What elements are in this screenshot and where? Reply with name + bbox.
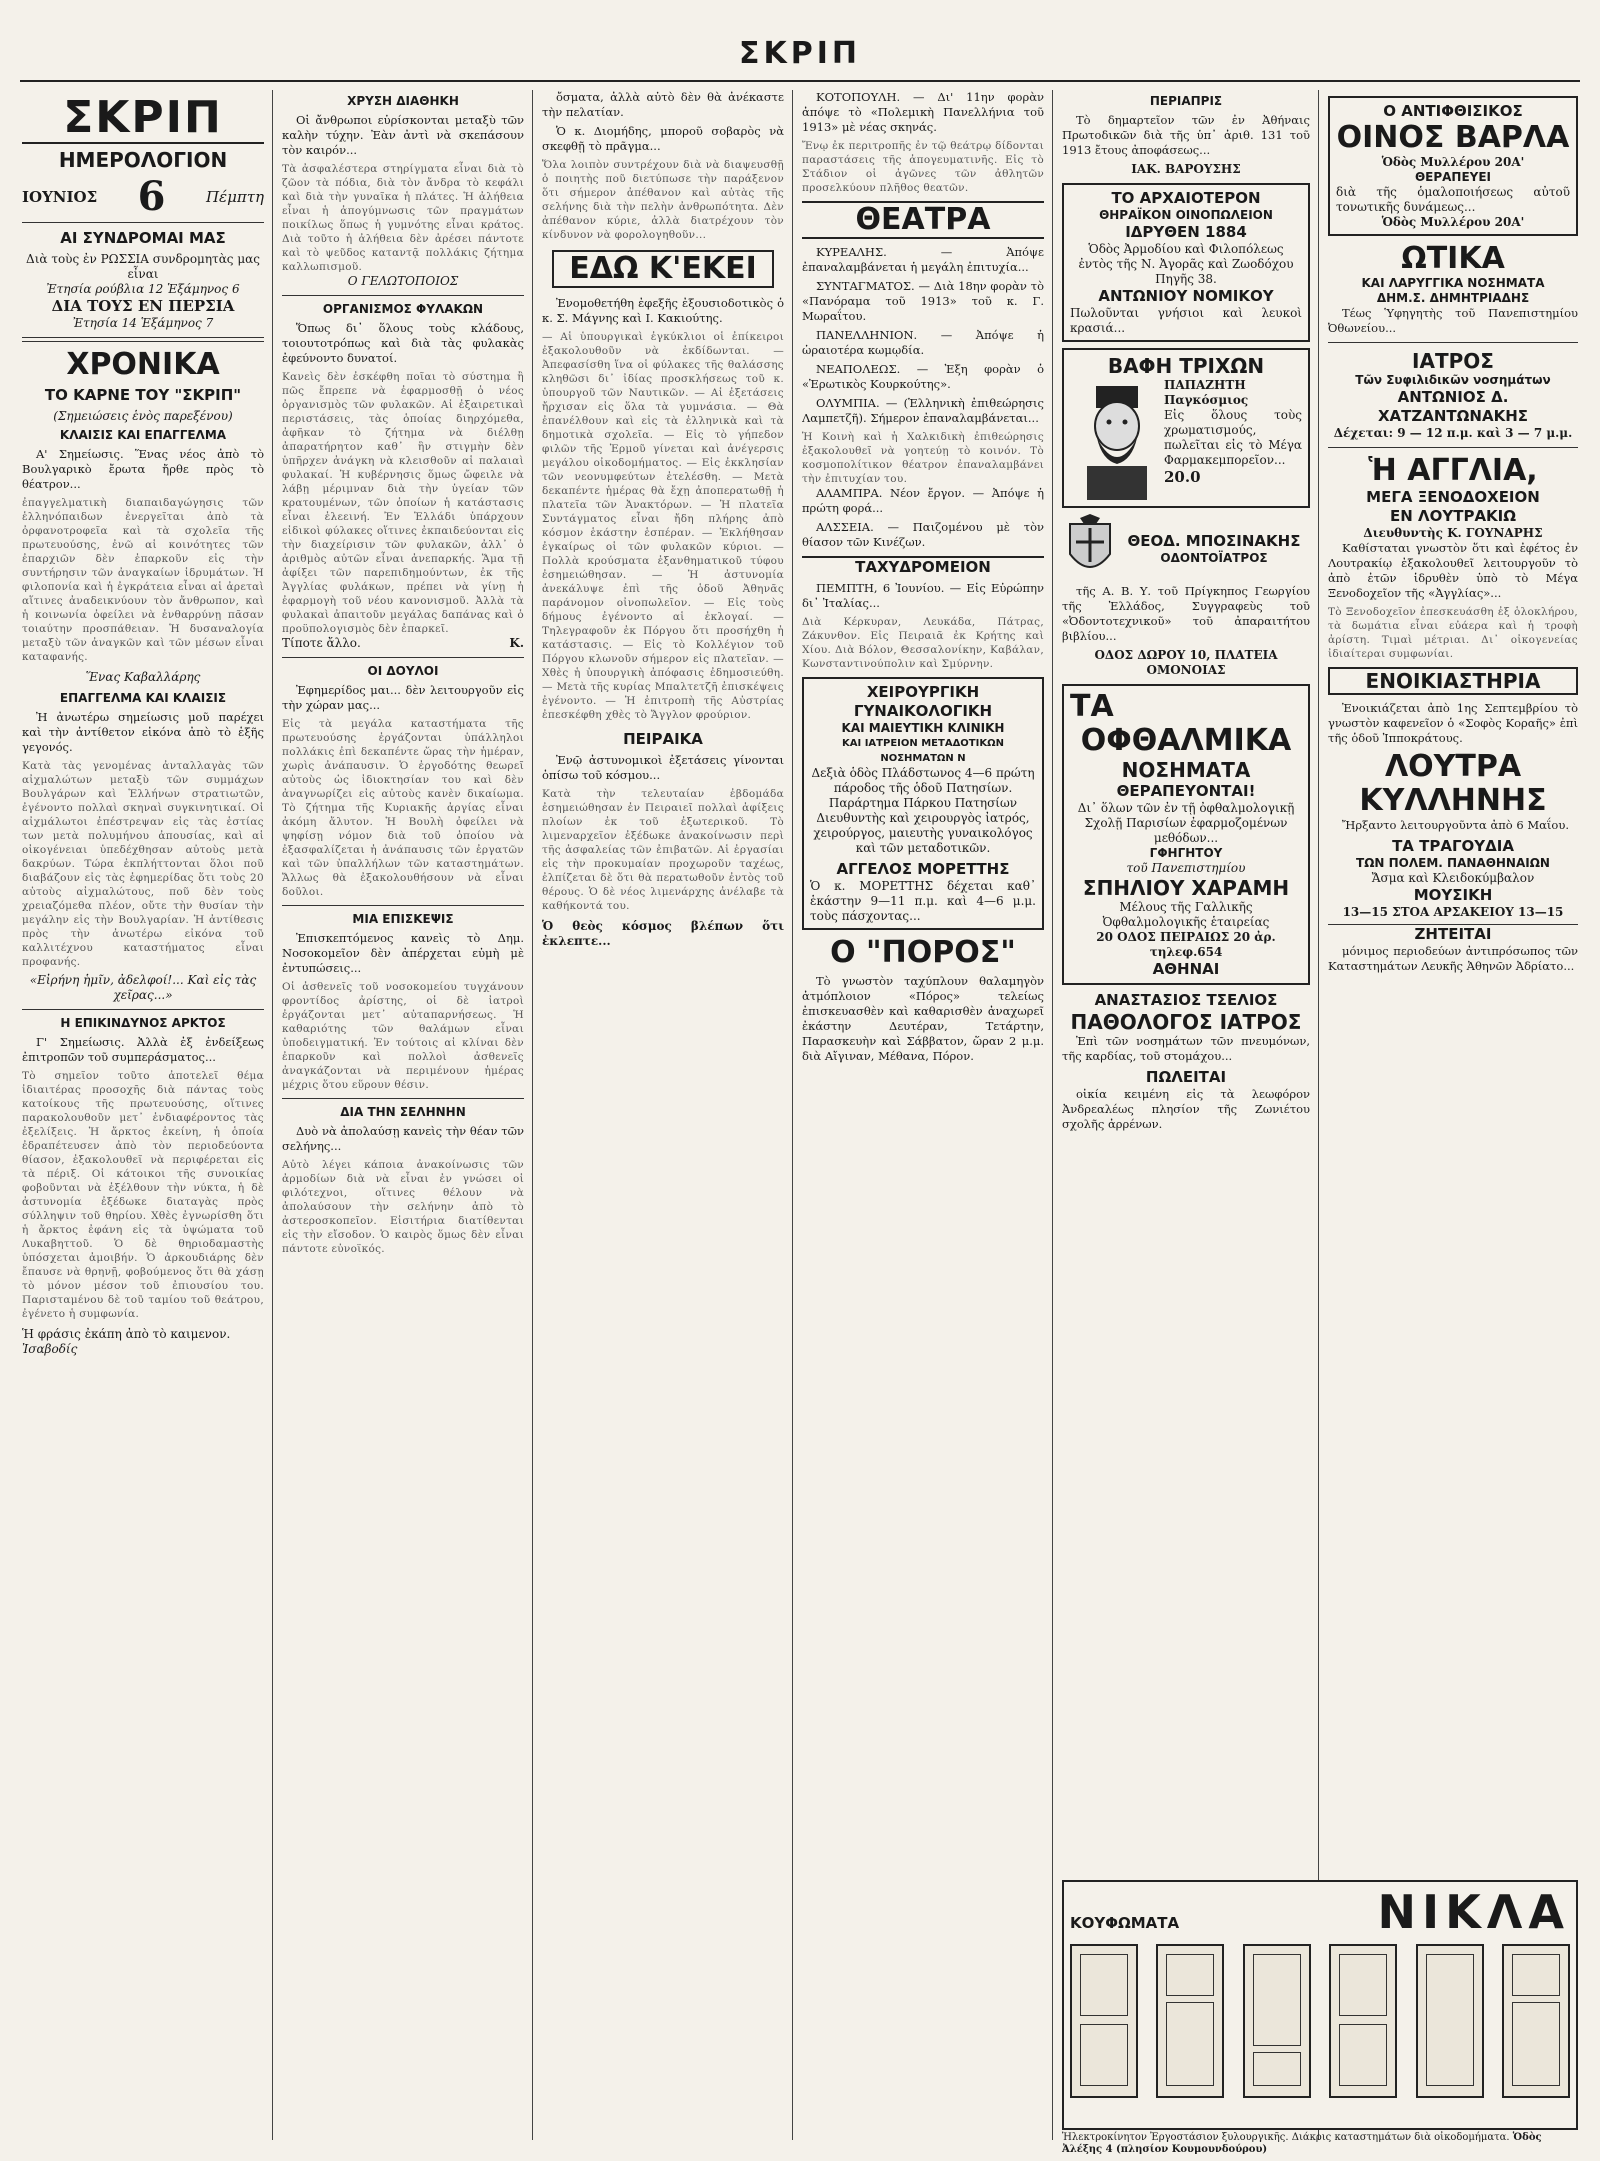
- body-text: Τὰ ἀσφαλέστερα στηρίγματα εἶναι διὰ τὸ ζῶον τὰ πόδια, διὰ τὸν ἄνδρα τὸ κεφάλι καὶ διὰ τὴν γυναῖκα ἡ πλάτες. Ἡ ἀλήθεια εἶναι ἡ ἀπογύμνωσις τῶν πραγμάτων ποικίλως ὅπως ἡ γυμνότης εἶναι κράτος. Διὰ τοῦτο ἡ ἀλήθεια δὲν ἀρέσει πάντοτε καὶ τὸ ψεῦδος καταντᾷ πολλάκις ζήτημα καλλωπισμοῦ.: [282, 163, 524, 273]
- hotel-heading: ΜΕΓΑ ΞΕΝΟΔΟΧΕΙΟΝ: [1366, 488, 1540, 506]
- wine-shop-owner: ΑΝΤΩΝΙΟΥ ΝΟΜΙΚΟΥ: [1098, 287, 1274, 305]
- peiraika-heading: ΠΕΙΡΑΙΚΑ: [623, 730, 703, 748]
- door-illustration: [1502, 1944, 1570, 2098]
- column-4: [802, 90, 1044, 2140]
- subscriptions-price-persia: Ἐτησία 14 Ἑξάμηνος 7: [72, 316, 214, 330]
- date-day: 6: [137, 173, 166, 220]
- organa-end: Τίποτε ἄλλο.: [282, 636, 361, 650]
- door-illustration: [1156, 1944, 1224, 2098]
- iatros-hours: Δέχεται: 9 — 12 π.μ. καὶ 3 — 7 μ.μ.: [1333, 426, 1573, 440]
- subscriptions-persia: ΔΙΑ ΤΟΥΣ ΕΝ ΠΕΡΣΙΑ: [51, 297, 235, 315]
- douloi-intro: Ἐφημερίδος μαι... δὲν λειτουργοῦν εἰς τὴν χώραν μας...: [282, 683, 524, 712]
- morettis-text: Ὁ κ. ΜΟΡΕΤΤΗΣ δέχεται καθ᾽ ἑκάστην 9—11 π.μ. καὶ 4—6 μ.μ. τοὺς πάσχοντας...: [810, 879, 1036, 923]
- peiraika-intro: Ἐνῷ ἀστυνομικοὶ ἐξετάσεις γίνονται ὁπίσω τοῦ κόσμου...: [542, 753, 784, 782]
- selini-intro: Δυὸ νὰ ἀπολαύσῃ κανεὶς τὴν θέαν τῶν σελήνης...: [282, 1124, 524, 1153]
- oph-name-subtitle: τοῦ Πανεπιστημίου: [1126, 861, 1246, 875]
- oph-member: Μέλους τῆς Γαλλικῆς Ὀφθαλμολογικῆς ἑταιρείας: [1102, 900, 1270, 929]
- dentist-ad: [1062, 514, 1310, 584]
- hair-dye-info: [1164, 378, 1302, 502]
- clinic-address: Δεξιὰ ὁδὸς Πλάδστωνος 4—6 πρώτη πάροδος τῆς ὁδοῦ Πατησίων. Παράρτημα Πάρκου Πατησίων: [811, 766, 1035, 810]
- divider: [282, 295, 524, 296]
- wine-shop-address: Ὁδὸς Ἀρμοδίου καὶ Φιλοπόλεως ἐντὸς τῆς Ν. Ἀγορᾶς καὶ Ζωοδόχου Πηγῆς 38.: [1078, 242, 1294, 286]
- column-5: [1062, 90, 1310, 2140]
- body-text: Τὸ Ξενοδοχεῖον ἐπεσκευάσθη ἐξ ὁλοκλήρου, τὰ δωμάτια εἶναι εὐάερα καὶ ἡ τροφὴ ἀρίστη. Τιμαὶ μέτριαι. Δι᾽ οἰκογενείας ἰδιαίτεραι συμφωνίαι.: [1328, 606, 1578, 660]
- chronika-heading: ΧΡΟΝΙΚΑ: [66, 347, 220, 382]
- loutra-heading-2: ΚΥΛΛΗΝΗΣ: [1359, 783, 1547, 818]
- mousiki-heading: ΜΟΥΣΙΚΗ: [1413, 886, 1493, 904]
- oph-name-label: ΓΦΗΓΗΤΟΥ: [1149, 846, 1223, 860]
- subscriptions-heading: ΑΙ ΣΥΝΔΡΟΜΑΙ ΜΑΣ: [60, 229, 226, 247]
- wine-tonic-address: Ὁδὸς Μυλλέρου 20Α': [1381, 155, 1525, 169]
- clinic-subtitle-2: ΚΑΙ ΙΑΤΡΕΙΟΝ ΜΕΤΑΔΟΤΙΚΩΝ ΝΟΣΗΜΑΤΩΝ Ν: [842, 738, 1004, 764]
- body-text: Διὰ Κέρκυραν, Λευκάδα, Πάτρας, Ζάκυνθον. Εἰς Πειραιᾶ ἐκ Κρήτης καὶ Χίου. Διὰ Βόλον, Θεσσαλονίκην, Καβάλαν, Κωνσταντινούπολιν καὶ Σμύρνην.: [802, 616, 1044, 670]
- organa-signature: Κ.: [509, 636, 524, 650]
- body-text: Αὐτὸ λέγει κάποια ἀνακοίνωσις τῶν ἀρμοδίων διὰ νὰ εἶναι ἐν γνώσει οἱ φιλότεχνοι, οἵτινες θέλουν νὰ ἀπολαύσουν τὴν σελήνην ἀπὸ τὸ ἀστεροσκοπεῖον. Εἰσιτήρια διατίθενται εἰς τὴν εἴσοδον. Ὁ καιρὸς ὅμως δὲν εἶναι πάντοτε εὐνοϊκός.: [282, 1159, 524, 1255]
- masthead: ΣΚΡΙΠ: [739, 36, 861, 71]
- poem-signature: Ἕνας Καβαλλάρης: [85, 670, 201, 684]
- karne-heading: ΤΟ ΚΑΡΝΕ ΤΟΥ "ΣΚΡΙΠ": [44, 386, 242, 404]
- crest-icon: [1062, 514, 1118, 584]
- column-divider: [1318, 90, 1319, 2140]
- oph-title-3: ΝΟΣΗΜΑΤΑ: [1121, 758, 1251, 782]
- paper-title: ΣΚΡΙΠ: [22, 94, 264, 144]
- dentist-text: τῆς Α. Β. Υ. τοῦ Πρίγκηπος Γεωργίου τῆς Ἑλλάδος, Συγγραφεὺς τοῦ «Ὀδοντοτεχνικοῦ» τοῦ ἀπαραιτήτου βιβλίου...: [1062, 584, 1310, 643]
- chrysi-heading: ΧΡΥΣΗ ΔΙΑΘΗΚΗ: [347, 94, 459, 108]
- organa-intro: Ὅπως δι᾽ ὅλους τοὺς κλάδους, τοιουτοτρόπως καὶ διὰ τὰς φυλακὰς ἐφεύνοντο δυνατοί.: [282, 321, 524, 365]
- oph-title-1: ΤΑ: [1070, 689, 1114, 724]
- peridris-signature: ΙΑΚ. ΒΑΡΟΥΣΗΣ: [1131, 162, 1241, 176]
- hotel-text: Καθίσταται γνωστὸν ὅτι καὶ ἐφέτος ἐν Λουτρακίῳ ἐξακολουθεῖ λειτουργοῦν τὸ ἀπὸ ἐτῶν ἱδρυθὲν ὑπὸ τὸ Μέγα Ξενοδοχεῖον τῆς «Ἀγγλίας»...: [1328, 541, 1578, 600]
- kingdom-line: «Εἰρήνη ἡμῖν, ἀδελφοί!... Καὶ εἰς τὰς χεῖρας...»: [29, 973, 257, 1002]
- chrysi-signature: Ο ΓΕΛΩΤΟΠΟΙΟΣ: [347, 274, 459, 288]
- poros-text: Τὸ γνωστὸν ταχύπλουν θαλαμηγὸν ἀτμόπλοιον «Πόρος» τελείως ἐπισκευασθὲν καὶ καθαρισθὲν ἀναχωρεῖ ἐκάστην Δευτέραν, Τετάρτην, Παρασκευὴν καὶ Σάββατον, ὥραν 2 μ.μ. διὰ Αἴγιναν, Μέθανα, Πόρον.: [802, 974, 1044, 1063]
- column-3: [542, 90, 784, 2140]
- theatra-heading: ΘΕΑΤΡΑ: [802, 201, 1044, 239]
- divider: [282, 1098, 524, 1099]
- wine-tonic-title-1: Ο ΑΝΤΙΦΘΙΣΙΚΟΣ: [1383, 102, 1523, 120]
- zitoun-heading: ΖΗΤΕΙΤΑΙ: [1328, 924, 1578, 944]
- peridris-text: Τὸ δημαρτεῖον τῶν ἐν Ἀθήναις Πρωτοδικῶν διὰ τῆς ὑπ᾽ ἀριθ. 131 τοῦ 1913 ἔτους ἀποφάσεως...: [1062, 113, 1310, 157]
- door-illustration: [1329, 1944, 1397, 2098]
- otika-text: Τέως Ὑφηγητὴς τοῦ Πανεπιστημίου Ὀθωνείου...: [1328, 306, 1578, 335]
- otika-heading: ΩΤΙΚΑ: [1401, 241, 1505, 276]
- ophthalmology-ad: [1062, 684, 1310, 985]
- clinic-director: Διευθυντὴς καὶ χειρουργὸς ἰατρός, χειρούργος, μαιευτὴς γυναικολόγος καὶ τῶν μεταδοτικῶν.: [813, 811, 1033, 855]
- column-1: [22, 90, 264, 2140]
- column-divider: [1052, 90, 1053, 2140]
- date-row: [22, 173, 264, 223]
- subscriptions-text: Διὰ τοὺς ἐν ΡΩΣΣΙΑ συνδρομητὰς μας εἶναι: [26, 252, 260, 281]
- theater-kyrealis: ΚΥΡΕΑΛΗΣ. — Ἀπόψε ἐπαναλαμβάνεται ἡ μεγάλη ἐπιτυχία...: [802, 245, 1044, 274]
- column-2: [282, 90, 524, 2140]
- nikla-header: [1070, 1885, 1570, 1939]
- door-illustration: [1416, 1944, 1484, 2098]
- edo-intro: Ἐνομοθετήθη ἐφεξῆς ἐξουσιοδοτικὸς ὁ κ. Σ. Μάγνης καὶ Ι. Κακιούτης.: [542, 296, 784, 325]
- body-text: Ὅλα λοιπὸν συντρέχουν διὰ νὰ διαψευσθῇ ὁ ποιητὴς ποῦ διετύπωσε τὴν παράξενον ὅτι σήμερον ἀπέθανον καὶ αὐτὰς τῆς σελήνης διὰ τὴν πελὴν ἀνθρωπότητα. Δὲν ἀπέθανον κύριε, ἀλλὰ διατρέχουν τὸν κίνδυνον νὰ φορολογηθοῦν...: [542, 159, 784, 241]
- poleitai-text: οἰκία κειμένη εἰς τὰ λεωφόρον Ἀνδρεαλέως πλησίον τῆς Ζωνιέτου σχολῆς ἀρρένων.: [1062, 1087, 1310, 1131]
- nikla-text: Ἡλεκτροκίνητον Ἐργοστάσιον ξυλουργικῆς. Διάκρις καταστημάτων διὰ οἰκοδομήματα.: [1062, 2132, 1510, 2143]
- oph-address: 20 ΟΔΟΣ ΠΕΙΡΑΙΩΣ 20 ἀρ. τηλεφ.654: [1096, 930, 1276, 959]
- iatros-name: ΑΝΤΩΝΙΟΣ Δ. ΧΑΤΖΑΝΤΩΝΑΚΗΣ: [1377, 388, 1528, 425]
- top-signature: Ὁ κ. Διομήδης, μποροῦ σοβαρὸς νὰ σκεφθῇ τὸ πρᾶγμα...: [542, 124, 784, 153]
- wine-shop-text: Πωλοῦνται γνήσιοι καὶ λευκοὶ κρασιά...: [1070, 306, 1302, 335]
- wine-shop-title: ΤΟ ΑΡΧΑΙΟΤΕΡΟΝ: [1111, 189, 1261, 207]
- mousiki-address: 13—15 ΣΤΟΑ ΑΡΣΑΚΕΙΟΥ 13—15: [1342, 905, 1564, 919]
- nikla-footer: [1062, 2132, 1578, 2156]
- body-text: Κατὰ τὴν τελευταίαν ἐβδομάδα ἐσημειώθησαν ἐν Πειραιεῖ πολλαὶ ἀφίξεις πλοίων ἐκ τοῦ ἐξωτερικοῦ. Τὸ λιμεναρχεῖον ἐξέδωκε ἀνακοίνωσιν περὶ τῆς ἀσφαλείας τῶν ἐπιβατῶν. Αἱ ἐργασίαι εἰς τὴν προκυμαίαν προχωροῦν ταχέως, ἐλπίζεται δὲ ὅτι θὰ περατωθοῦν ἐντὸς τοῦ θέρους. Ὁ δὲ νέος λιμενάρχης ἀνέλαβε τὰ καθήκοντά του.: [542, 788, 784, 912]
- wine-tonic-title-2: ΟΙΝΟΣ ΒΑΡΛΑ: [1336, 120, 1570, 155]
- nikla-left: ΚΟΥΦΩΜΑΤΑ: [1070, 1914, 1180, 1932]
- nikla-brand: ΝΙΚΛΑ: [1377, 1885, 1570, 1939]
- divider: [282, 657, 524, 658]
- bear-intro: Γ' Σημείωσις. Ἀλλὰ ἐξ ἐνδείξεως ἐπιτροπῶν τοῦ συμπεράσματος...: [22, 1035, 264, 1064]
- hair-dye-ad: [1062, 348, 1310, 508]
- body-text: Ἔνῳ ἐκ περιτροπῆς ἐν τῷ θεάτρῳ δίδονται παραστάσεις τῆς ἀπογευματινῆς. Εἰς τὸ Στάδιον οἱ ἀγῶνες τῶν ἀθλητῶν προσελκύουν πλῆθος θεατῶν.: [802, 140, 1044, 194]
- tselios-title: ΠΑΘΟΛΟΓΟΣ ΙΑΤΡΟΣ: [1070, 1010, 1302, 1034]
- oph-title-2: ΟΦΘΑΛΜΙΚΑ: [1080, 723, 1292, 758]
- body-text: ἐπαγγελματικὴ διαπαιδαγώγησις τῶν ἑλληνόπαιδων ἐνεργεῖται ἀπὸ τὰ ὀρφανοτροφεῖα καὶ τὰ σχολεῖα τῆς πρωτευούσης, ἐνῶ αἱ κοινότητες τῶν ἐπαρχιῶν δὲν ἐπαρκοῦν εἰς τὴν συντήρησιν τῶν ἀναγκαίων ἱδρυμάτων. Ἡ φιλοπονία καὶ ἡ ἐγκράτεια εἶναι αἱ ἀρεταὶ αἵτινες ἀναδεικνύουν τὸν ἄνθρωπον, καὶ ἡ κοινωνία ὀφείλει νὰ ἐνθαρρύνῃ πᾶσαν τοιαύτην προσπάθειαν. Ἡ δυσαναλογία μεταξὺ τῶν ἀναγκῶν καὶ τῶν μέσων εἶναι καταφανής.: [22, 497, 264, 663]
- final-line: Ἡ φράσις ἐκάπη ἀπὸ τὸ καιμενον.: [22, 1327, 231, 1341]
- episkepsis-intro: Ἐπισκεπτόμενος κανεὶς τὸ Δημ. Νοσοκομεῖον δὲν ἀπέρχεται εὐμὴ μὲ ἐντυπώσεις...: [282, 931, 524, 975]
- divider: [22, 337, 264, 342]
- organa-footer: [282, 636, 524, 651]
- morettis-name: ΑΓΓΕΛΟΣ ΜΟΡΕΤΤΗΣ: [836, 860, 1010, 878]
- dentist-address: ΟΔΟΣ ΔΩΡΟΥ 10, ΠΛΑΤΕΙΑ ΟΜΟΝΟΙΑΣ: [1094, 648, 1278, 677]
- body-text: Κατὰ τὰς γενομένας ἀνταλλαγὰς τῶν αἰχμαλώτων μεταξὺ τῶν συμμάχων Βουλγάρων καὶ Ἑλλήνων στρατιωτῶν, ἐγένοντο πολλαὶ σκηναὶ συγκινητικαί. Οἱ αἰχμάλωτοι ἐπέστρεψαν εἰς τὰς ἑστίας των μετὰ πολυμήνου ἀπουσίας, καὶ αἱ οἰκογένειαι ὑπεδέχθησαν αὐτοὺς μετὰ δακρύων. Τώρα ἐκπλήττονται ὅλοι ποῦ διαβάζουν εἰς τὰς ἐφημερίδας ὅτι τοὺς 20 αὐτοὺς αἰχμαλώτους, ποῦ δὲν τοὺς χρειαζόμεθα πλέον, οὔτε τὴν θυσίαν τὴν μεγάλην εἰς τὴν Βουλγαρίαν. Ἡ ἀντίθεσις πρὸς τὴν ἀνωτέρω εἰκόνα τοῦ καλλιτέχνου καταστήματος εἶναι προφανής.: [22, 760, 264, 968]
- column-6: [1328, 90, 1578, 2140]
- nikla-address: Ὁδὸς Ἀλέξης 4 (πλησίον Κουμουνδούρου): [1062, 2132, 1542, 2155]
- hair-dye-title: ΒΑΦΗ ΤΡΙΧΩΝ: [1107, 354, 1265, 378]
- divider: [1328, 342, 1578, 343]
- wine-tonic-text: διὰ τῆς ὁμαλοποιήσεως αὐτοῦ τονωτικῆς δυνάμεως...: [1336, 185, 1570, 214]
- wine-shop-ad: [1062, 183, 1310, 342]
- body-text: Τὸ σημεῖον τοῦτο ἀποτελεῖ θέμα ἰδιαιτέρας προσοχῆς διὰ πάντας τοὺς κατοίκους τῆς πρωτευούσης, οἵτινες παρακολουθοῦν μετ᾽ ἐνδιαφέροντος τὰς ἐξελίξεις. Ἡ ἄρκτος ἐκείνη, ἡ ὁποία ἐδραπέτευσεν ἀπὸ τὸν περιοδεύοντα θίασον, ἐξακολουθεῖ νὰ περιφέρεται εἰς τὰ πέριξ. Οἱ κάτοικοι τῆς συνοικίας φοβοῦνται νὰ ἐξέλθουν τὴν νύκτα, ἡ δὲ ἀστυνομία ἐξέδωκε διαταγὰς πρὸς σύλληψιν τοῦ θηρίου. Χθὲς ἐγνωρίσθη ὅτι ἡ ἄρκτος ἐφάνη εἰς τὰ ὑψώματα τοῦ Λυκαβηττοῦ. Ὁ δὲ θηριοδαμαστὴς ὑπόσχεται ἀμοιβήν. Ὁ ἀρκουδιάρης δὲν ἔπαυσε νὰ θρηνῇ, φοβούμενος ὅτι θὰ χάσῃ τὸ μόνον μέσον τοῦ ἐπιουσίου του. Παρισταμένου δὲ τοῦ ταμίου τοῦ θεάτρου, ἐγένετο ἡ συμφωνία.: [22, 1070, 264, 1320]
- iatros-subtitle: Τῶν Συφιλιδικῶν νοσημάτων: [1355, 373, 1551, 387]
- epaggelma-intro: Ἠ ἀνωτέρω σημείωσις μοῦ παρέχει καὶ τὴν ἀντίθετον εἰκόνα ἀπὸ τὸ ἑξῆς γεγονός.: [22, 710, 264, 754]
- peridris-heading: ΠΕΡΙΑΠΡΙΣ: [1149, 94, 1223, 108]
- dentist-name: ΘΕΟΔ. ΜΠΟΣΙΝΑΚΗΣ: [1127, 532, 1301, 550]
- divider: [1328, 447, 1578, 448]
- episkepsis-heading: ΜΙΑ ΕΠΙΣΚΕΨΙΣ: [352, 912, 454, 926]
- tselios-name: ΑΝΑΣΤΑΣΙΟΣ ΤΣΕΛΙΟΣ: [1094, 991, 1278, 1009]
- anglia-heading: Ἡ ΑΓΓΛΙΑ,: [1368, 453, 1538, 488]
- subscriptions-price-russia: Ἐτησία ρούβλια 12 Ἑξάμηνος 6: [46, 282, 240, 296]
- theater-alsseia: ΑΛΣΣΕΙΑ. — Παιζομένου μὲ τὸν θίασον τῶν Κινέζων.: [802, 520, 1044, 549]
- body-text: Κανεὶς δὲν ἐσκέφθη ποῖαι τὸ σύστημα ἢ πῶς ἔπρεπε νὰ ἐφαρμοσθῇ ὁ νέος ὀργανισμὸς τῶν φυλακῶν. Αἱ ἐξαιρετικαὶ περιστάσεις, τὰς ὁποίας διηρχόμεθα, ἀφῆκαν τὸ ζήτημα νὰ διέλθῃ ἀπαρατήρητον καθ᾽ ἣν στιγμὴν δὲν ὑπῆρχεν ἀνάγκη νὰ κλεισθοῦν αἱ παλαιαὶ φυλακαί. Ἡ κυβέρνησις ὅμως ὤφειλε νὰ λάβῃ μέριμναν διὰ τὴν ὑγείαν τῶν κρατουμένων, τῶν ὁποίων ἡ κατάστασις εἶναι ἐλεεινή. Ἐν Ἑλλάδι ὑπάρχουν εἰδικοὶ φύλακες οἵτινες ἐκπαιδεύονται εἰς τὴν διαχείρισιν τῶν φυλακῶν, ἀλλ᾽ ὁ ἀριθμὸς αὐτῶν εἶναι ἀνεπαρκής. Ἅμα τῇ ἀφίξει τῶν παρεπιδημούντων, ἐκ τῆς Ἀγγλίας φυλάκων, πρέπει νὰ γίνῃ ἡ ἐφαρμογὴ τοῦ νέου κανονισμοῦ. Ἀλλὰ τὰ φυλακαὶ ἀπαιτοῦν μεγάλας δαπάνας καὶ ὁ προϋπολογισμὸς δὲν ἐπαρκεῖ.: [282, 371, 524, 635]
- bottom-line: Ὁ θεὸς κόσμος βλέπων ὅτι ἐκλεπτε...: [542, 919, 784, 948]
- date-weekday: Πέμπτη: [205, 187, 264, 206]
- theater-panellinion: ΠΑΝΕΛΛΗΝΙΟΝ. — Ἀπόψε ἡ ὡραιοτέρα κωμῳδία.: [802, 328, 1044, 357]
- poleitai-heading: ΠΩΛΕΙΤΑΙ: [1145, 1068, 1227, 1086]
- oph-subtitle: ΘΕΡΑΠΕΥΟΝΤΑΙ!: [1116, 782, 1256, 800]
- wine-shop-year: ΙΔΡΥΘΕΝ 1884: [1125, 223, 1247, 241]
- column-divider: [272, 90, 273, 2140]
- calendar-title: ΗΜΕΡΟΛΟΓΙΟΝ: [58, 148, 228, 172]
- enoik-text: Ἐνοικιάζεται ἀπὸ 1ης Σεπτεμβρίου τὸ γνωστὸν καφενεῖον ὁ «Σοφὸς Κοραῆς» ἐπὶ τῆς ὁδοῦ Ἱπποκράτους.: [1328, 701, 1578, 745]
- divider: [282, 905, 524, 906]
- zitoun-text: μόνιμος περιοδεύων ἀντιπρόσωπος τῶν Καταστημάτων Λευκῆς Ἀθηνῶν Ἀδρίατο...: [1328, 944, 1578, 973]
- top-intro: ὄσματα, ἀλλὰ αὐτὸ δὲν θὰ ἀνέκαστε τὴν πελατίαν.: [542, 90, 784, 119]
- dentist-info: [1118, 532, 1310, 566]
- door-illustration: [1070, 1944, 1138, 2098]
- oph-text: Δι᾽ ὅλων τῶν ἐν τῇ ὀφθαλμολογικῇ Σχολῇ Παρισίων ἐφαρμοζομένων μεθόδων...: [1077, 801, 1295, 845]
- oph-city: ΑΘΗΝΑΙ: [1152, 960, 1220, 978]
- otika-subtitle: ΚΑΙ ΛΑΡΥΓΓΙΚΑ ΝΟΣΗΜΑΤΑ: [1361, 276, 1545, 290]
- hair-dye-text: Εἰς ὅλους τοὺς χρωματισμούς, πωλεῖται εἰς τὸ Μέγα Φαρμακεμπορεῖον...: [1164, 408, 1302, 467]
- column-divider: [792, 90, 793, 2140]
- hotel-director: Διευθυντὴς Κ. ΓΟΥΝΑΡΗΣ: [1363, 526, 1543, 540]
- douloi-heading: ΟΙ ΔΟΥΛΟΙ: [367, 664, 439, 678]
- loutra-text: Ἤρξαντο λειτουργοῦντα ἀπὸ 6 Μαΐου.: [1342, 818, 1569, 832]
- date-month: ΙΟΥΝΙΟΣ: [22, 187, 98, 206]
- wine-tonic-address-end: Ὁδὸς Μυλλέρου 20Α': [1381, 215, 1525, 229]
- body-text: Εἰς τὰ μεγάλα καταστήματα τῆς πρωτευούσης ἐργάζονται ὑπάλληλοι πολλάκις ἐπὶ δεκαπέντε ὥρας τὴν ἡμέραν, χωρὶς ἀνάπαυσιν. Ὁ ἐργοδότης θεωρεῖ αὐτοὺς ὡς ἰδιοκτησίαν του καὶ δὲν ἀναγνωρίζει εἰς αὐτοὺς κανὲν δικαίωμα. Τὸ ζήτημα τῆς Κυριακῆς ἀργίας εἶναι ἀκόμη ἄλυτον. Ἡ Βουλὴ ὀφείλει νὰ ψηφίσῃ νόμον διὰ τοῦ ὁποίου νὰ ἐξασφαλίζεται ἡ ἀνάπαυσις τῶν ἐργατῶν καὶ τῶν ὑπαλλήλων τῶν καταστημάτων. Ἄλλως θὰ ἐξακολουθήσουν νὰ εἶναι δοῦλοι.: [282, 718, 524, 898]
- klaiseis-heading: ΚΛΑΙΣΙΣ ΚΑΙ ΕΠΑΓΓΕΛΜΑ: [59, 428, 227, 442]
- clinic-subtitle: ΚΑΙ ΜΑΙΕΥΤΙΚΗ ΚΛΙΝΙΚΗ: [841, 721, 1005, 735]
- hair-dye-body: [1070, 378, 1302, 502]
- column-divider: [532, 90, 533, 2140]
- theater-olympia: ΟΛΥΜΠΙΑ. — (Ἑλληνικὴ ἐπιθεώρησις Λαμπετζῆ). Σήμερον ἐπαναλαμβάνεται...: [802, 396, 1044, 425]
- karne-subtitle: (Σημειώσεις ἑνὸς παρεξένου): [53, 409, 233, 423]
- enoik-heading: ΕΝΟΙΚΙΑΣΤΗΡΙΑ: [1328, 667, 1578, 695]
- tragoudia-heading-2: ΤΩΝ ΠΟΛΕΜ. ΠΑΝΑΘΗΝΑΙΩΝ: [1356, 856, 1550, 870]
- wine-tonic-ad: [1328, 96, 1578, 236]
- chrysi-intro: Οἱ ἄνθρωποι εὑρίσκονται μεταξὺ τῶν καλὴν τύχην. Ἐὰν ἀντὶ νὰ σκεπάσουν τὸν καιρόν...: [282, 113, 524, 157]
- nikla-ad: [1062, 1880, 1578, 2130]
- hair-dye-brand: ΠΑΠΑΖΗΤΗ Παγκόσμιος: [1164, 378, 1249, 407]
- wine-shop-subtitle: ΘΗΡΑΪΚΟΝ ΟΙΝΟΠΩΛΕΙΟΝ: [1099, 208, 1273, 222]
- kotopouli-text: ΚΟΤΟΠΟΥΛΗ. — Δι' 11ην φορὰν ἀπόψε τὸ «Πολεμικὴ Πανελλήνια τοῦ 1913» μὲ νέας σκηνάς.: [802, 90, 1044, 134]
- hair-dye-price: 20.0: [1164, 468, 1201, 486]
- door-illustration: [1243, 1944, 1311, 2098]
- tragoudia-heading-3: Ἄσμα καὶ Κλειδοκύμβαλον: [1371, 871, 1535, 885]
- tragoudia-heading-1: ΤΑ ΤΡΑΓΟΥΔΙΑ: [1392, 837, 1514, 855]
- oph-doctor: ΣΠΗΛΙΟΥ ΧΑΡΑΜΗ: [1082, 876, 1290, 900]
- tachydromeion-heading: ΤΑΧΥΔΡΟΜΕΙΟΝ: [802, 556, 1044, 577]
- wine-tonic-subtitle: ΘΕΡΑΠΕΥΕΙ: [1414, 170, 1492, 184]
- top-rule: [20, 80, 1580, 82]
- otika-doctor: ΔΗΜ.Σ. ΔΗΜΗΤΡΙΑΔΗΣ: [1376, 291, 1530, 305]
- edo-kei-heading: ΕΔΩ Κ'ΕΚΕΙ: [552, 250, 774, 288]
- tachydromeion-intro: ΠΕΜΠΤΗ, 6 Ἰουνίου. — Εἰς Εὐρώπην δι᾽ Ἰταλίας...: [802, 581, 1044, 610]
- poros-heading: Ο "ΠΟΡΟΣ": [830, 935, 1016, 970]
- epaggelma-heading: ΕΠΑΓΓΕΛΜΑ ΚΑΙ ΚΛΑΙΣΙΣ: [59, 691, 227, 705]
- body-text: Οἱ ἀσθενεῖς τοῦ νοσοκομείου τυγχάνουν φροντίδος ἀρίστης, οἱ δὲ ἰατροὶ ἐργάζονται μετ᾽ αὐταπαρνήσεως. Ἡ καθαριότης τῶν θαλάμων εἶναι ὑποδειγματική. Ἐν τούτοις αἱ κλίναι δὲν ἐπαρκοῦν καὶ πολλοὶ ἀσθενεῖς ἀναγκάζονται νὰ περιμένουν ἡμέρας μέχρις ὅτου εὕρουν θέσιν.: [282, 981, 524, 1091]
- loutra-heading-1: ΛΟΥΤΡΑ: [1384, 749, 1522, 784]
- theater-neapoleos: ΝΕΑΠΟΛΕΩΣ. — Ἐξη φορὰν ὁ «Ἐρωτικὸς Κουρκούτης».: [802, 362, 1044, 391]
- clinic-ad: [802, 677, 1044, 930]
- divider: [22, 1009, 264, 1010]
- iatros-heading: ΙΑΤΡΟΣ: [1412, 349, 1494, 373]
- theater-syntagmatos: ΣΥΝΤΑΓΜΑΤΟΣ. — Διὰ 18ην φορὰν τὸ «Πανόραμα τοῦ 1913» τοῦ κ. Γ. Μωραΐτου.: [802, 279, 1044, 323]
- organa-heading: ΟΡΓΑΝΙΣΜΟΣ ΦΥΛΑΚΩΝ: [322, 302, 484, 316]
- portrait-illustration: [1072, 380, 1162, 500]
- body-text: Ἡ Κοινὴ καὶ ἡ Χαλκιδικὴ ἐπιθεώρησις ἐξακολουθεῖ νὰ γοητεύῃ τὸ κοινόν. Τὸ κοσμοπολίτικον θέατρον ἐπαναλαμβάνει τὴν ἐπιτυχίαν του.: [802, 431, 1044, 485]
- klaiseis-intro: Α' Σημείωσις. Ἕνας νέος ἀπὸ τὸ Βουλγαρικὸ ἔρωτα ἤρθε πρὸς τὸ θέατρον...: [22, 447, 264, 491]
- theater-alamra: ΑΛΑΜΠΡΑ. Νέον ἔργον. — Ἀπόψε ἡ πρώτη φορά...: [802, 486, 1044, 515]
- bear-heading: Η ΕΠΙΚΙΝΔΥΝΟΣ ΑΡΚΤΟΣ: [60, 1016, 226, 1030]
- dentist-title: ΟΔΟΝΤΟΪΑΤΡΟΣ: [1160, 551, 1268, 565]
- clinic-title: ΧΕΙΡΟΥΡΓΙΚΗ ΓΥΝΑΙΚΟΛΟΓΙΚΗ: [853, 683, 993, 720]
- body-text: — Αἱ ὑπουργικαὶ ἐγκύκλιοι οἱ ἐπίκειροι ἐξακολουθοῦν νὰ ἐκδίδωνται. — Ἀπεφασίσθη ἵνα οἱ φύλακες τῆς θαλάσσης κληθῶσι δι᾽ ἰδίας προσκλήσεως τοῦ κ. ὑπουργοῦ τῶν Ναυτικῶν. — Αἱ ἐξετάσεις ἤρχισαν εἰς ὅλα τὰ γυμνάσια. — Θὰ ἐπανέλθουν καὶ εἰς τὰ ἑλληνικὰ καὶ τὰ δημοτικὰ σχολεῖα. — Εἰς τὸ γήπεδον φιλῶν τῆς Ἐρμοῦ γίνεται καὶ ἀνέγερσις μεγάλου οἰκοδομήματος. — Εἰς ἐκκλησίαν τῶν νεονυμφεύτων ἐτελέσθη. — Μετὰ δεκαπέντε ἡμέρας θὰ ἔχῃ ἀποπερατωθῇ ἡ πλατεῖα τῶν Ἀνακτόρων. — Ἡ πλατεῖα Συντάγματος εἶναι ἤδη πλήρης ἀπὸ κόσμον ἑκάστην ἑσπέραν. — Ἐκλήθησαν ἐγκαίρως οἱ τῶν φυλακῶν κύριοι. — Πολλὰ κρούσματα ἐξανθηματικοῦ τύφου ἐσημειώθησαν. — Ἡ ἀστυνομία ἀνεκάλυψε ἐπὶ τῆς ὁδοῦ Ἀθηνᾶς παράνομον οἰνοπωλεῖον. — Εἰς τοὺς δήμους ἐγένοντο αἱ ἐκλογαί. — Τηλεγραφοῦν ἐκ Πόργου ὅτι προσήχθη ἡ κατάστασις. — Εἰς τὸ Κολλέγιον τοῦ Πόργου κλωνοῦν σήμερον εἰς πλατεῖαν. — Χθὲς ἡ ὑπουργικὴ ἀπόφασις ἐδημοσιεύθη. — Μετὰ τῆς κυρίας Μπαλτετζῆ ἐπισκέψεις ἐγένοντο. — Ἡ ἐπιτροπὴ τῆς Αὐστρίας ἐπεσκέφθη χθὲς τὸ Ἄγγλον φρούριον.: [542, 331, 784, 721]
- tselios-text: Ἐπὶ τῶν νοσημάτων τῶν πνευμόνων, τῆς καρδίας, τοῦ στομάχου...: [1062, 1034, 1310, 1063]
- hotel-location: ΕΝ ΛΟΥΤΡΑΚΙΩ: [1389, 507, 1517, 525]
- selini-heading: ΔΙΑ ΤΗΝ ΣΕΛΗΝΗΝ: [340, 1105, 466, 1119]
- final-tag: Ἰσαβοδίς: [22, 1342, 78, 1356]
- doors-illustration: [1070, 1944, 1570, 2098]
